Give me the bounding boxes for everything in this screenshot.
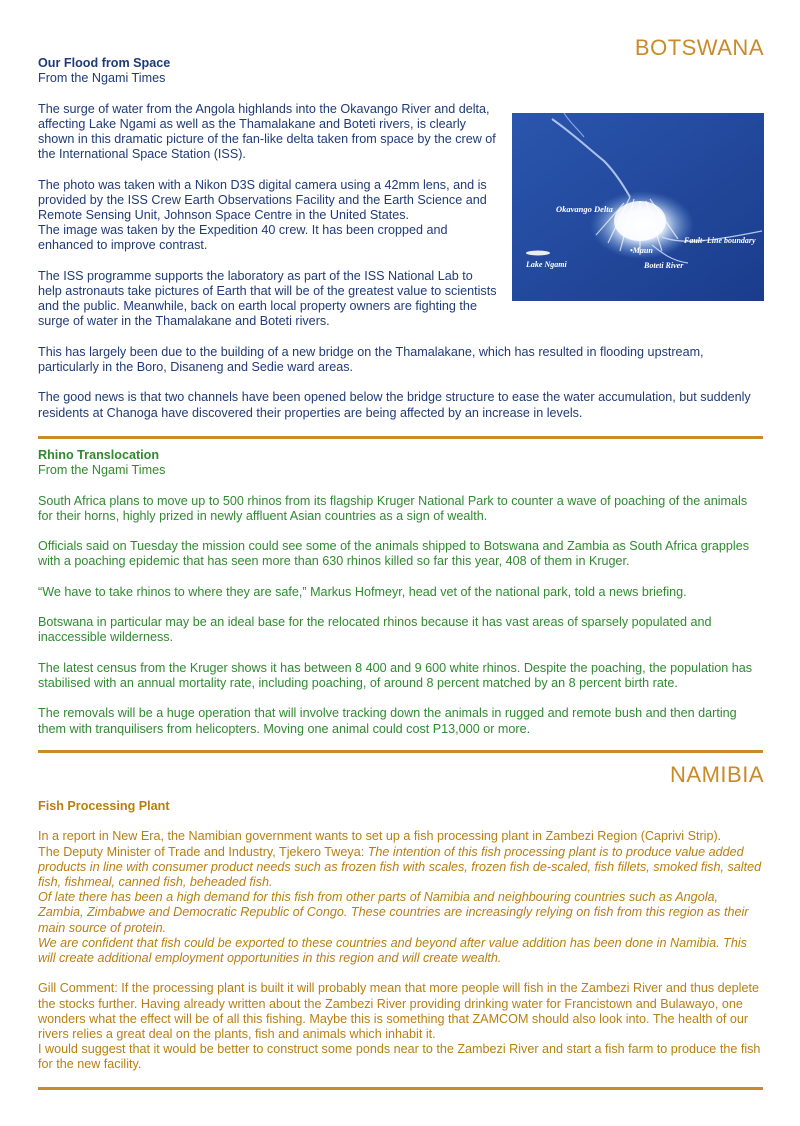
paragraph: This has largely been due to the building of a new bridge on the Thamalakane, which has resulted in flooding upstream, particularly in the Boro, Disaneng and Sedie ward areas. xyxy=(38,344,704,374)
paragraph: Botswana in particular may be an ideal base for the relocated rhinos because it has vast areas of sparsely populated and inaccessible wilderness. xyxy=(38,615,712,645)
paragraph: I would suggest that it would be better to construct some ponds near to the Zambezi River and start a fish farm to produce the fish for the new facility. xyxy=(38,1042,761,1072)
paragraph: The ISS programme supports the laboratory as part of the ISS National Lab to help astronauts take pictures of Earth that will be of the greatest value to scientists and the public. Meanwhile, back on earth local property owners are fighting the surge of water in the Thamalakane and Boteti rivers. xyxy=(38,268,497,329)
article-source: From the Ngami Times xyxy=(38,71,166,86)
paragraph: “We have to take rhinos to where they are safe,” Markus Hofmeyr, head vet of the national park, told a news briefing. xyxy=(38,584,687,599)
quote-text: We are confident that fish could be exported to these countries and beyond after value addition has been done in Namibia. This will create additional employment opportunities in this region and will create wealth. xyxy=(38,935,747,966)
section-divider xyxy=(38,436,763,439)
satellite-image-graphic xyxy=(512,113,764,301)
label-lake-ngami: Lake Ngami xyxy=(526,259,567,269)
paragraph: South Africa plans to move up to 500 rhinos from its flagship Kruger National Park to counter a wave of poaching of the animals for their horns, highly prized in newly affluent Asian countries as a sign of wealth. xyxy=(38,493,748,523)
paragraph xyxy=(38,936,764,966)
paragraph: Officials said on Tuesday the mission could see some of the animals shipped to Botswana and Zambia as South Africa grapples with a poaching epidemic that has seen more than 630 rhinos killed so far this year, 408 of them in Kruger. xyxy=(38,539,750,569)
paragraph: The good news is that two channels have been opened below the bridge structure to ease the water accumulation, but suddenly residents at Chanoga have discovered their properties are being affected by an increase in levels. xyxy=(38,390,751,420)
article-title: Fish Processing Plant xyxy=(38,799,170,813)
paragraph: The removals will be a huge operation that will involve tracking down the animals in rugged and remote bush and then darting them with tranquilisers from helicopters. Moving one animal could cost P13,000 or more. xyxy=(38,706,737,736)
quote-lead: The Deputy Minister of Trade and Industry, Tjekero Tweya: xyxy=(38,844,368,859)
paragraph: The image was taken by the Expedition 40 crew. It has been cropped and enhanced to improve contrast. xyxy=(38,223,448,253)
paragraph xyxy=(38,845,764,891)
paragraph: The photo was taken with a Nikon D3S digital camera using a 42mm lens, and is provided by the ISS Crew Earth Observations Facility and the Earth Science and Remote Sensing Unit, Johnson Space Centre in the United States. xyxy=(38,177,487,222)
section-heading-botswana: BOTSWANA xyxy=(634,35,764,60)
article-source: From the Ngami Times xyxy=(38,463,166,478)
article-title: Our Flood from Space xyxy=(38,56,171,70)
paragraph: The surge of water from the Angola highlands into the Okavango River and delta, affecting Lake Ngami as well as the Thamalakane and Boteti rivers, is clearly shown in this dramatic picture of the fan-like delta taken from space by the crew of the International Space Station (ISS). xyxy=(38,101,496,162)
section-divider xyxy=(38,1087,763,1090)
quote-text: The intention of this fish processing plant is to produce value added products in line with consumer product needs such as frozen fish with scales, frozen fish de-scaled, fish fillets, smoked fish, salted fish, fishmeal, canned fish, beheaded fish. xyxy=(38,844,762,889)
paragraph: The latest census from the Kruger shows it has between 8 400 and 9 600 white rhinos. Despite the poaching, the population has stabilised with an annual mortality rate, including poaching, of around 8 percent matched by an 8 percent birth rate. xyxy=(38,660,753,690)
label-maun: •Maun xyxy=(630,245,653,255)
paragraph: In a report in New Era, the Namibian government wants to set up a fish processing plant in Zambezi Region (Caprivi Strip). xyxy=(38,829,722,844)
okavango-delta-photo xyxy=(512,113,764,301)
paragraph xyxy=(38,890,764,936)
article-rhino-translocation xyxy=(38,448,764,752)
quote-text: Of late there has been a high demand for this fish from other parts of Namibia and neighbouring countries such as Angola, Zambia, Zimbabwe and Democratic Republic of Congo. These countries are increasingly relying on fish from this region as their main source of protein. xyxy=(38,890,749,935)
article-fish-processing-plant xyxy=(38,799,764,1073)
paragraph: Gill Comment: If the processing plant is built it will probably mean that more people will fish in the Zambezi River and thus deplete the stocks further. Having already written about the Zambezi River providing drinking water for Francistown and Bulawayo, one wonders what the effect will be of all this fishing. Maybe this is something that ZAMCOM should also look into. The health of our rivers relies a great deal on the plants, fish and animals which inhabit it. xyxy=(38,981,759,1042)
article-flood-from-space xyxy=(38,56,764,436)
label-boteti-river: Boteti River xyxy=(644,260,684,270)
label-okavango-delta: Okavango Delta xyxy=(556,203,613,214)
article-title: Rhino Translocation xyxy=(38,448,160,462)
label-fault-line: Fault- Line boundary xyxy=(684,235,756,245)
section-heading-namibia: NAMIBIA xyxy=(670,762,764,787)
section-divider xyxy=(38,750,763,753)
